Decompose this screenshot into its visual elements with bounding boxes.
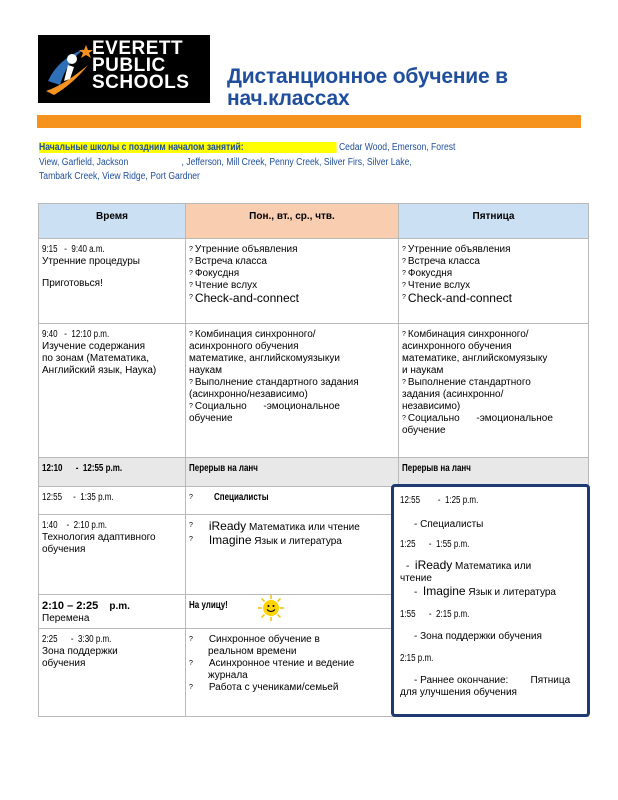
friday-afternoon-box: 12:55 - 1:25 p.m. - Специалисты 1:25 - 1:55 p.m. - iReady Математика или чтение - Imagine Язык и литература 1:55 - 2:15 p.m. - Зона поддержки обучения 2:15 p.m. - Раннее окончание: Пятница для улучшения обучения bbox=[391, 484, 590, 717]
row1-time-cell: 9:15 - 9:40 a.m. Утренние процедуры Приготовься! bbox=[39, 239, 186, 324]
late-start-schools-3: , Jefferson, Mill Creek, Penny Creek, Silver Firs, Silver Lake, bbox=[181, 156, 412, 168]
header-time: Время bbox=[39, 204, 186, 239]
header-mon-thu: Пон., вт., ср., чтв. bbox=[186, 204, 399, 239]
row2-fri-cell: ? Комбинация синхронного/ асинхронного обучения математике, английскомуязыку и наукам ? Выполнение стандартного задания (асинхронно/ независимо) ? Социально -эмоциональное обучение bbox=[399, 324, 589, 458]
row3-fri-cell: Перерыв на ланч bbox=[399, 458, 589, 487]
orange-divider-bar bbox=[37, 115, 581, 128]
row1-fri-cell: ? Утренние объявления ? Встреча класса ? Фокусдня ? Чтение вслух ? Check-and-connect bbox=[399, 239, 589, 324]
late-start-schools bbox=[39, 141, 555, 185]
header-friday: Пятница bbox=[399, 204, 589, 239]
everett-swoosh-logo-icon bbox=[44, 41, 96, 97]
row1-mon-cell: ? Утренние объявления ? Встреча класса ? Фокусдня ? Чтение вслух ? Check-and-connect bbox=[186, 239, 399, 324]
table-row bbox=[39, 324, 589, 458]
row2-time-cell: 9:40 - 12:10 p.m. Изучение содержания по зонам (Математика, Английский язык, Наука) bbox=[39, 324, 186, 458]
row7-mon-cell: ? Синхронное обучение в реальном времени ? Асинхронное чтение и ведение журнала ? Работа с учениками/семьей bbox=[186, 629, 399, 717]
title-line-1: Дистанционное обучение в bbox=[227, 65, 508, 88]
row2-mon-cell: ? Комбинация синхронного/ асинхронного обучения математике, английскомуязыкуи наукам ? Выполнение стандартного задания (асинхронно/независимо) ? Социально -эмоциональное обучение bbox=[186, 324, 399, 458]
late-start-label: Начальные школы с поздним началом занятий: bbox=[39, 142, 337, 153]
row1-note: Приготовься! bbox=[42, 278, 103, 289]
title-line-2: нач.классах bbox=[227, 87, 350, 110]
row3-mon-cell: Перерыв на ланч bbox=[186, 458, 399, 487]
row6-mon-cell: На улицу! bbox=[186, 595, 399, 629]
logo-line-2: PUBLIC bbox=[92, 55, 166, 76]
row4-mon-cell: ? Специалисты bbox=[186, 487, 399, 515]
late-start-schools-4: Tambark Creek, View Ridge, Port Gardner bbox=[39, 171, 200, 182]
row3-time-cell: 12:10 - 12:55 p.m. bbox=[39, 458, 186, 487]
table-header-row bbox=[39, 204, 589, 239]
row5-mon-cell: ? iReady Математика или чтение ? Imagine Язык и литература bbox=[186, 515, 399, 595]
row5-time-cell: 1:40 - 2:10 p.m. Технология адаптивного обучения bbox=[39, 515, 186, 595]
row6-time-cell: 2:10 – 2:25 p.m. Перемена bbox=[39, 595, 186, 629]
table-row bbox=[39, 239, 589, 324]
late-start-schools-1: Cedar Wood, Emerson, Forest bbox=[338, 142, 456, 153]
logo-line-3: SCHOOLS bbox=[92, 72, 190, 93]
row4-time-cell: 12:55 - 1:35 p.m. bbox=[39, 487, 186, 515]
page-title bbox=[227, 66, 508, 110]
late-start-schools-2: View, Garfield, Jackson bbox=[39, 156, 129, 168]
table-row bbox=[39, 458, 589, 487]
row7-time-cell: 2:25 - 3:30 p.m. Зона поддержки обучения bbox=[39, 629, 186, 717]
row1-label: Утренние процедуры bbox=[42, 256, 140, 267]
logo-line-1: EVERETT bbox=[92, 38, 184, 59]
sun-icon bbox=[258, 595, 284, 621]
everett-public-schools-logo bbox=[38, 35, 210, 103]
